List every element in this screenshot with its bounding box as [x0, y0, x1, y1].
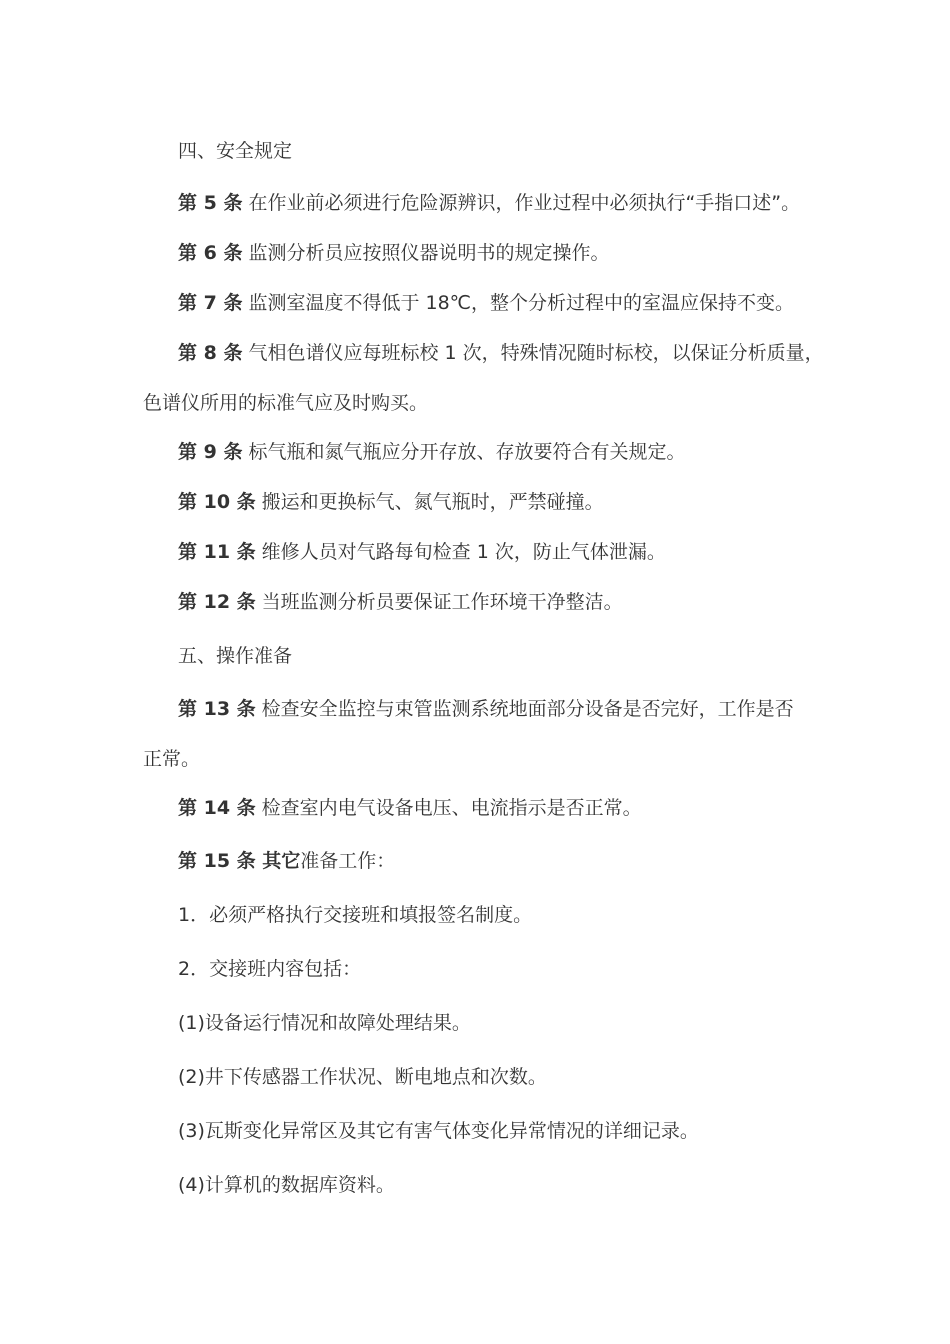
article-13-continuation	[0, 745, 950, 773]
article-label: 第 8 条	[178, 342, 243, 364]
article-5	[0, 189, 950, 217]
article-text: 搬运和更换标气、氮气瓶时，严禁碰撞。	[261, 491, 604, 513]
article-label: 第 7 条	[178, 292, 243, 314]
article-11	[0, 538, 950, 566]
article-label: 第 12 条	[178, 591, 256, 613]
list-item	[0, 1009, 950, 1037]
list-item	[0, 1117, 950, 1145]
article-text: 检查室内电气设备电压、电流指示是否正常。	[261, 797, 642, 819]
article-label: 第 5 条	[178, 192, 243, 214]
section-heading-preparation	[0, 642, 950, 670]
article-6	[0, 239, 950, 267]
article-13	[0, 695, 950, 723]
section-heading-safety	[0, 137, 950, 165]
article-label: 第 14 条	[178, 797, 256, 819]
article-text: 维修人员对气路每旬检查 1 次，防止气体泄漏。	[261, 541, 666, 563]
article-label: 第 6 条	[178, 242, 243, 264]
article-text: 监测室温度不得低于 18℃，整个分析过程中的室温应保持不变。	[248, 292, 795, 314]
list-item-text: 1．必须严格执行交接班和填报签名制度。	[178, 904, 533, 926]
article-text: 当班监测分析员要保证工作环境干净整洁。	[261, 591, 623, 613]
article-15	[0, 847, 950, 875]
list-item	[0, 1063, 950, 1091]
article-text-continued: 色谱仪所用的标准气应及时购买。	[143, 392, 429, 414]
article-label: 第 15 条 其它	[178, 850, 301, 872]
article-10	[0, 488, 950, 516]
article-14	[0, 794, 950, 822]
article-label: 第 11 条	[178, 541, 256, 563]
article-8-continuation	[0, 389, 950, 417]
article-label: 第 10 条	[178, 491, 256, 513]
list-item	[0, 1171, 950, 1199]
article-label: 第 9 条	[178, 441, 243, 463]
article-text: 监测分析员应按照仪器说明书的规定操作。	[248, 242, 610, 264]
list-item	[0, 955, 950, 983]
article-text: 气相色谱仪应每班标校 1 次，特殊情况随时标校，以保证分析质量，	[248, 342, 824, 364]
article-text: 在作业前必须进行危险源辨识，作业过程中必须执行“手指口述”。	[248, 192, 801, 214]
list-item-text: (1)设备运行情况和故障处理结果。	[178, 1012, 471, 1034]
article-text-continued: 正常。	[143, 748, 201, 770]
article-text: 检查安全监控与束管监测系统地面部分设备是否完好，工作是否	[261, 698, 794, 720]
article-9	[0, 438, 950, 466]
heading-text: 五、操作准备	[178, 645, 293, 667]
heading-text: 四、安全规定	[178, 140, 293, 162]
list-item-text: 2．交接班内容包括：	[178, 958, 362, 980]
list-item	[0, 901, 950, 929]
list-item-text: (3)瓦斯变化异常区及其它有害气体变化异常情况的详细记录。	[178, 1120, 699, 1142]
list-item-text: (2)井下传感器工作状况、断电地点和次数。	[178, 1066, 547, 1088]
list-item-text: (4)计算机的数据库资料。	[178, 1174, 395, 1196]
article-text: 标气瓶和氮气瓶应分开存放、存放要符合有关规定。	[248, 441, 686, 463]
article-7	[0, 289, 950, 317]
article-8	[0, 339, 950, 367]
article-text: 准备工作：	[300, 850, 396, 872]
article-label: 第 13 条	[178, 698, 256, 720]
article-12	[0, 588, 950, 616]
